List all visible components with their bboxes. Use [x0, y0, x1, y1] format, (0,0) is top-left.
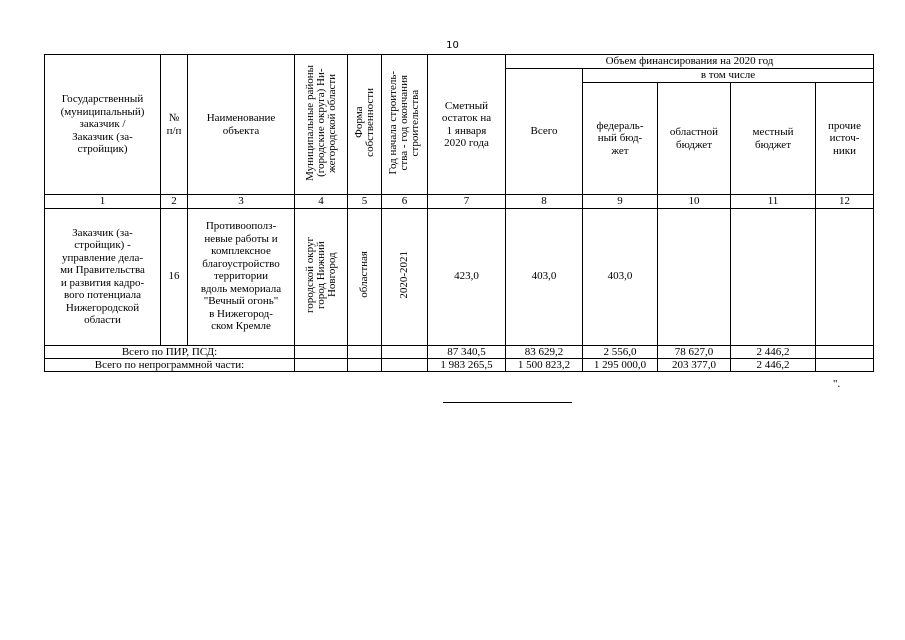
row-ownership-text: областная: [358, 251, 370, 299]
header-local: местный бюджет: [731, 83, 816, 195]
empty-cell: [295, 358, 348, 371]
empty-cell: [382, 358, 428, 371]
column-number: 12: [816, 195, 874, 209]
column-number: 3: [188, 195, 295, 209]
header-ownership: [348, 55, 382, 195]
separator-line: [443, 402, 572, 403]
header-other: прочие источ- ники: [816, 83, 874, 195]
total-federal: 1 295 000,0: [583, 358, 658, 371]
header-object-name: Наименование объекта: [188, 55, 295, 195]
row-regional: [658, 208, 731, 345]
total-total: 83 629,2: [506, 345, 583, 358]
header-financing-group: Объем финансирования на 2020 год: [506, 55, 874, 69]
total-remainder: 1 983 265,5: [428, 358, 506, 371]
row-federal: 403,0: [583, 208, 658, 345]
header-regional: областной бюджет: [658, 83, 731, 195]
total-other: [816, 358, 874, 371]
table-row: [45, 208, 874, 345]
total-other: [816, 345, 874, 358]
column-number: 8: [506, 195, 583, 209]
column-number: 1: [45, 195, 161, 209]
column-number: 7: [428, 195, 506, 209]
column-number: 2: [161, 195, 188, 209]
header-ownership-text: Форма собственности: [352, 88, 376, 158]
row-total: 403,0: [506, 208, 583, 345]
row-municipality-text: городской округ город Нижний Новгород: [303, 236, 338, 313]
header-municipality: [295, 55, 348, 195]
total-row-nonprogram: [45, 358, 874, 371]
total-remainder: 87 340,5: [428, 345, 506, 358]
financing-table: [44, 54, 874, 372]
column-number: 6: [382, 195, 428, 209]
total-regional: 203 377,0: [658, 358, 731, 371]
row-object-name: Противоополз- невые работы и комплексное благоустройство территории вдоль мемориала "Вечный огонь" в Нижегород- ском Кремле: [188, 208, 295, 345]
total-label: Всего по непрограммной части:: [45, 358, 295, 371]
row-customer: Заказчик (за- стройщик) - управление дела- ми Правительства и развития кадро- вого потенциала Нижегородской области: [45, 208, 161, 345]
header-federal: федераль- ный бюд- жет: [583, 83, 658, 195]
empty-cell: [348, 358, 382, 371]
empty-cell: [382, 345, 428, 358]
empty-cell: [348, 345, 382, 358]
row-other: [816, 208, 874, 345]
column-number: 5: [348, 195, 382, 209]
total-local: 2 446,2: [731, 345, 816, 358]
row-years: [382, 208, 428, 345]
column-number: 11: [731, 195, 816, 209]
header-years: [382, 55, 428, 195]
header-remainder: Сметный остаток на 1 января 2020 года: [428, 55, 506, 195]
total-row-pir: [45, 345, 874, 358]
row-remainder: 423,0: [428, 208, 506, 345]
column-number: 9: [583, 195, 658, 209]
header-municipality-text: Муниципальные районы (городские округа) Ни- жегородской области: [303, 64, 338, 181]
total-federal: 2 556,0: [583, 345, 658, 358]
column-number: 10: [658, 195, 731, 209]
page-number: 10: [446, 40, 459, 51]
row-years-text: 2020-2021: [398, 250, 410, 299]
row-local: [731, 208, 816, 345]
header-customer: Государственный (муниципальный) заказчик / Заказчик (за- стройщик): [45, 55, 161, 195]
header-num: № п/п: [161, 55, 188, 195]
header-total: Всего: [506, 69, 583, 195]
total-total: 1 500 823,2: [506, 358, 583, 371]
row-ownership: [348, 208, 382, 345]
column-number: 4: [295, 195, 348, 209]
total-label: Всего по ПИР, ПСД:: [45, 345, 295, 358]
total-regional: 78 627,0: [658, 345, 731, 358]
row-municipality: [295, 208, 348, 345]
empty-cell: [295, 345, 348, 358]
closing-quote-mark: ".: [833, 378, 841, 390]
row-num: 16: [161, 208, 188, 345]
header-years-text: Год начала строитель- ства - год окончания строительства: [387, 71, 421, 175]
header-including: в том числе: [583, 69, 874, 83]
total-local: 2 446,2: [731, 358, 816, 371]
